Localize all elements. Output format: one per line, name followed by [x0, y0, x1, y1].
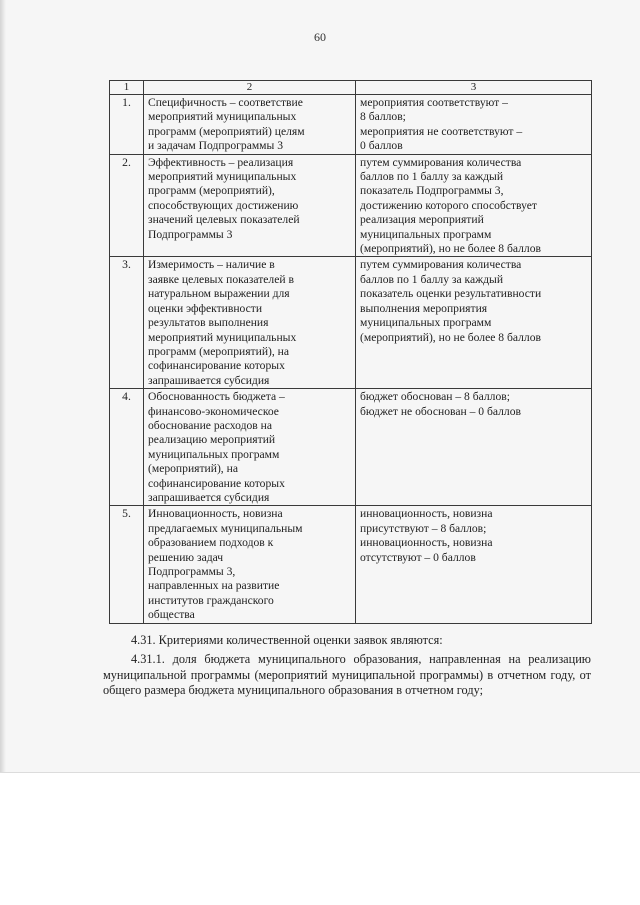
- page-edge-shadow: [0, 0, 6, 772]
- table-row: [110, 506, 592, 623]
- criterion-text: Специфичность – соответствие мероприятий муниципальных программ (мероприятий) целям и задачам Подпрограммы 3: [148, 96, 305, 153]
- column-header-2: 2: [144, 81, 356, 95]
- criterion-cell: [144, 95, 356, 155]
- paragraph-4-31-1: 4.31.1. доля бюджета муниципального образования, направленная на реализацию муниципальной программы (мероприятий муниципальной программы) в отчетном году, от общего размера бюджета муниципального образования в отчетном году;: [103, 652, 591, 697]
- criterion-cell: [144, 389, 356, 506]
- scoring-cell: [356, 257, 592, 389]
- criterion-cell: [144, 154, 356, 257]
- table-header-row: [110, 81, 592, 95]
- scoring-cell: [356, 95, 592, 155]
- criterion-text: Эффективность – реализация мероприятий муниципальных программ (мероприятий), способствующих достижению значений целевых показателей Подпрограммы 3: [148, 155, 300, 241]
- row-number: 2.: [110, 154, 144, 257]
- row-number: 5.: [110, 506, 144, 623]
- paragraph-4-31: 4.31. Критериями количественной оценки заявок являются:: [131, 633, 443, 647]
- row-number: 1.: [110, 95, 144, 155]
- criterion-text: Измеримость – наличие в заявке целевых показателей в натуральном выражении для оценки эффективности результатов выполнения мероприятий муниципальных программ (мероприятий), на софинансирование которых запрашивается субсидия: [148, 258, 297, 387]
- scoring-text: путем суммирования количества баллов по 1 баллу за каждый показатель Подпрограммы 3, достижению которого способствует реализация мероприятий муниципальных программ (мероприятий), но не более 8 баллов: [360, 155, 541, 256]
- scoring-text: инновационность, новизна присутствуют – 8 баллов; инновационность, новизна отсутствуют – 0 баллов: [360, 507, 493, 564]
- body-text: [103, 633, 591, 698]
- table-row: [110, 95, 592, 155]
- table-row: [110, 154, 592, 257]
- scoring-text: мероприятия соответствуют – 8 баллов; мероприятия не соответствуют – 0 баллов: [360, 96, 523, 153]
- criteria-table: [109, 80, 592, 624]
- table-row: [110, 389, 592, 506]
- page-number: 60: [314, 30, 326, 44]
- scoring-cell: [356, 154, 592, 257]
- row-number: 3.: [110, 257, 144, 389]
- criterion-text: Обоснованность бюджета – финансово-экономическое обоснование расходов на реализацию мероприятий муниципальных программ (мероприятий), на софинансирование которых запрашивается субсидия: [148, 390, 285, 504]
- column-header-3: 3: [356, 81, 592, 95]
- criterion-text: Инновационность, новизна предлагаемых муниципальным образованием подходов к решению задач Подпрограммы 3, направленных на развитие институтов гражданского общества: [148, 507, 303, 622]
- criterion-cell: [144, 257, 356, 389]
- scoring-text: бюджет обоснован – 8 баллов; бюджет не обоснован – 0 баллов: [360, 390, 521, 418]
- criterion-cell: [144, 506, 356, 623]
- scoring-text: путем суммирования количества баллов по 1 баллу за каждый показатель оценки результативности выполнения мероприятия муниципальных программ (мероприятий), но не более 8 баллов: [360, 258, 542, 344]
- table-row: [110, 257, 592, 389]
- column-header-1: 1: [110, 81, 144, 95]
- scoring-cell: [356, 506, 592, 623]
- row-number: 4.: [110, 389, 144, 506]
- scoring-cell: [356, 389, 592, 506]
